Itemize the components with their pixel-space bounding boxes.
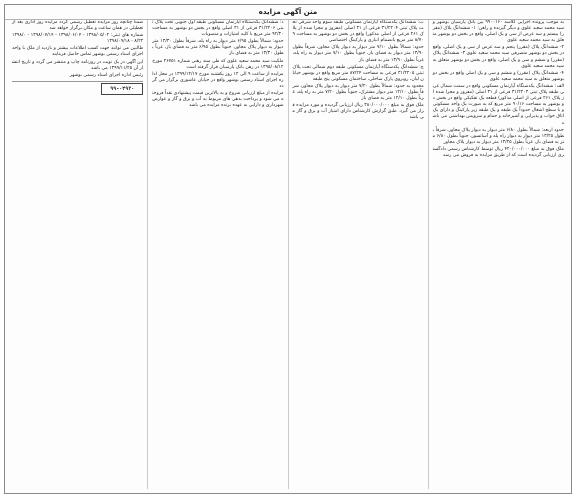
paragraph: ملک فوق به مبلغ ۳۸۰/۰۰۰/۰۰۰ ریال ارزیابی گردیده و مورد مزایده قرار می گیرد. طبق گزارش کارشناس دارای امتیاز آب و برق و گاز می باشد [292,103,424,121]
paragraph: حدود اربعه: شمالاً بطول ۶/۸۰ متر دیوار به دیوار پلاک مجاور، شرقاً بطول ۱۳/۲۵ متر دیوار به دیوار راه پله و آسانسور، جنوباً بطول ۶/۸۰ متر به فضای باز، غرباً بطول ۱۳/۲۵ متر دیوار به دیوار پلاک مجاور [432,127,565,145]
notice-header [5,5,571,20]
paragraph: حدود: شمالاً بطول ۷/۱۰ متر دیوار به دیوار پلاک مجاور، شرقاً بطول ۱۳/۹۰ متر دیوار به فضای باز، جنوباً بطول ۷/۱۰ متر دیوار به راه پله، غرباً بطول ۱۳/۹۰ متر به فضای باز [292,45,424,63]
column-1 [428,20,568,489]
paragraph: الف: ششدانگ یکدستگاه آپارتمان مسکونی واقع در سمت شمال غربی طبقه پلاک ثبتی ۳۱/۲۲۰۳ فرعی از ۳۱ اصلی (مفروز و مجزا شده از پلاک ۲۶۱ فرعی از اصلی مذکور) قطعه یک تفکیکی واقع در بخش دو بوشهر به مساحت ۹۰/۱۶ متر مربع که به صورت یک واحد مسکونی و با سطح اشغال حدوداً یک طبقه و یک طبقه زیر پارکینگ و دارای یک اتاق خواب و پذیرایی و آشپزخانه و حمام و سرویس بهداشتی می باشد [432,83,565,126]
paragraph: د: ششدانگ یکدستگاه آپارتمان مسکونی طبقه اول جنوبی تحت پلاک ثبتی ۳۱/۲۲۰۶ فرعی از ۳۱ اصلی واقع در بخش دو بوشهر به مساحت ۹۲/۳۰ متر مربع با کلیه امتیازات و منصوبات [152,20,284,38]
notice-code: ۹۹-۰۴۹۲۰ [101,83,143,95]
paragraph: محدود به حدود: شمالاً بطول ۷/۲۰ متر دیوار به دیوار پلاک مجاور، شرقاً بطول ۱۲/۱۰ متر دیوار مشترک، جنوباً بطول ۷/۲۰ متر به راه پله، غرباً بطول ۱۲/۱۰ متر به فضای باز [292,83,424,102]
paragraph: این آگهی در یک نوبت در روزنامه چاپ و منتشر می گردد و تاریخ انتشار آن ۱۳۹۹/۱۱/۲۵ می باشد [12,59,144,71]
notice-page [4,4,572,494]
notice-footer [12,81,143,95]
paragraph: ملکیت سید محمد سعید علوی که طی سند رهنی شماره ۲۶۷۵۱ مورخ ۱۳۹۵/۰۸/۱۲ در رهن بانک پارسیان قرار گرفته است [152,58,284,70]
paragraph: ۲- ششدانگ پلاک (مقرر) پنجم و سه عرض از سی و یک اصلی، واقع در بخش دو بوشهر متصرفی سید محمد سعید علوی ۳- ششدانگ پلاک (مقرر) و ششم و سی و یک اصلی، واقع در بخش دو بوشهر متعلق به سید محمد سعید علوی [432,45,565,69]
paragraph: ب: ششدانگ یکدستگاه آپارتمان مسکونی طبقه سوم واحد شرقی تحت پلاک ثبتی ۳۱/۲۲۰۴ فرعی از ۳۱ اصلی (مفروز و مجزا شده از پلاک ۲۶۱ فرعی از اصلی مذکور) واقع در بخش دو بوشهر به مساحت ۹۸/۷۰ متر مربع بانضمام انباری و پارکینگ اختصاصی [292,20,424,44]
signature-line: رئیس اداره اجرای اسناد رسمی بوشهر [69,72,144,78]
paragraph: ملک فوق به مبلغ ۴۲۰/۰۰۰/۰۰۰ ریال توسط کارشناس رسمی دادگستری ارزیابی گردیده است که از طریق مزایده به فروش می رسد [432,146,564,158]
paragraph: به موجب پرونده اجرایی کلاسه ۹۹۰۰۱۶۰ بین بانک پارسیان بوشهر و سید محمد سعید علوی و دیگر گیرنده و راهن: ۱- ششدانگ پلاک (مقرر) بیستم و سه عرض از سی و یک اصلی، واقع در بخش دو بوشهر متعلق به سید محمد سعید علوی [432,20,565,44]
paragraph: شماره های ثبتی: ۱۳۹۸/۰۵/۰۲ - ۱۳۹۸/۰۶/۰۴ - ۱۳۹۸/۰۷/۱۴ - ۱۳۹۸/۰۸/۲۲ - ۱۳۹۸/۰۹/۱۸ [12,33,144,45]
page-title: متن آگهی مزایده [258,8,318,16]
paragraph: حدود: شمالاً بطول ۶/۹۵ متر دیوار به راه پله، شرقاً بطول ۱۳/۳۰ متر دیوار به دیوار پلاک مجاور، جنوباً بطول ۶/۹۵ متر به فضای باز، غرباً بطول ۱۳/۳۰ متر به فضای باز [152,39,284,57]
paragraph: ج: ششدانگ یکدستگاه آپارتمان مسکونی طبقه دوم شمالی تحت پلاک ثبتی ۳۱/۲۲۰۵ فرعی به مساحت ۸۷/۲۴ متر مربع واقع در بوشهر خیابان لیان، روبروی پارک ساحلی، ساختمان مسکونی پنج طبقه [292,64,424,82]
paragraph: ۴- ششدانگ پلاک (مقرر) و ششم و سی و یک اصلی واقع در بخش دو بوشهر متعلق به سید محمد سعید علوی [432,70,564,82]
column-3 [147,20,287,489]
paragraph: مزایده از مبلغ ارزیابی شروع و به بالاترین قیمت پیشنهادی نقداً فروخته می شود و پرداخت بدهی های مربوط به آب و برق و گاز و عوارض شهرداری و دارایی به عهده برنده مزایده می باشد [152,91,284,109]
paragraph: مزایده از ساعت ۹ الی ۱۲ روز یکشنبه مورخ ۱۳۹۹/۱۲/۱۷ در محل اداره اجرای اسناد رسمی بوشهر واقع در خیابان عاشوری برگزار می گردد [152,71,284,89]
column-4 [8,20,147,489]
column-2 [288,20,428,489]
paragraph: ضمناً چنانچه روز مزایده تعطیل رسمی گردد مزایده روز اداری بعد از تعطیلی در همان ساعت و مکان برگزار خواهد شد [12,20,144,32]
text-columns [8,20,568,489]
paragraph: طالبین می توانند جهت کسب اطلاعات بیشتر و بازدید از ملک با واحد اجرای اسناد رسمی بوشهر تماس حاصل فرمایند [12,46,144,58]
